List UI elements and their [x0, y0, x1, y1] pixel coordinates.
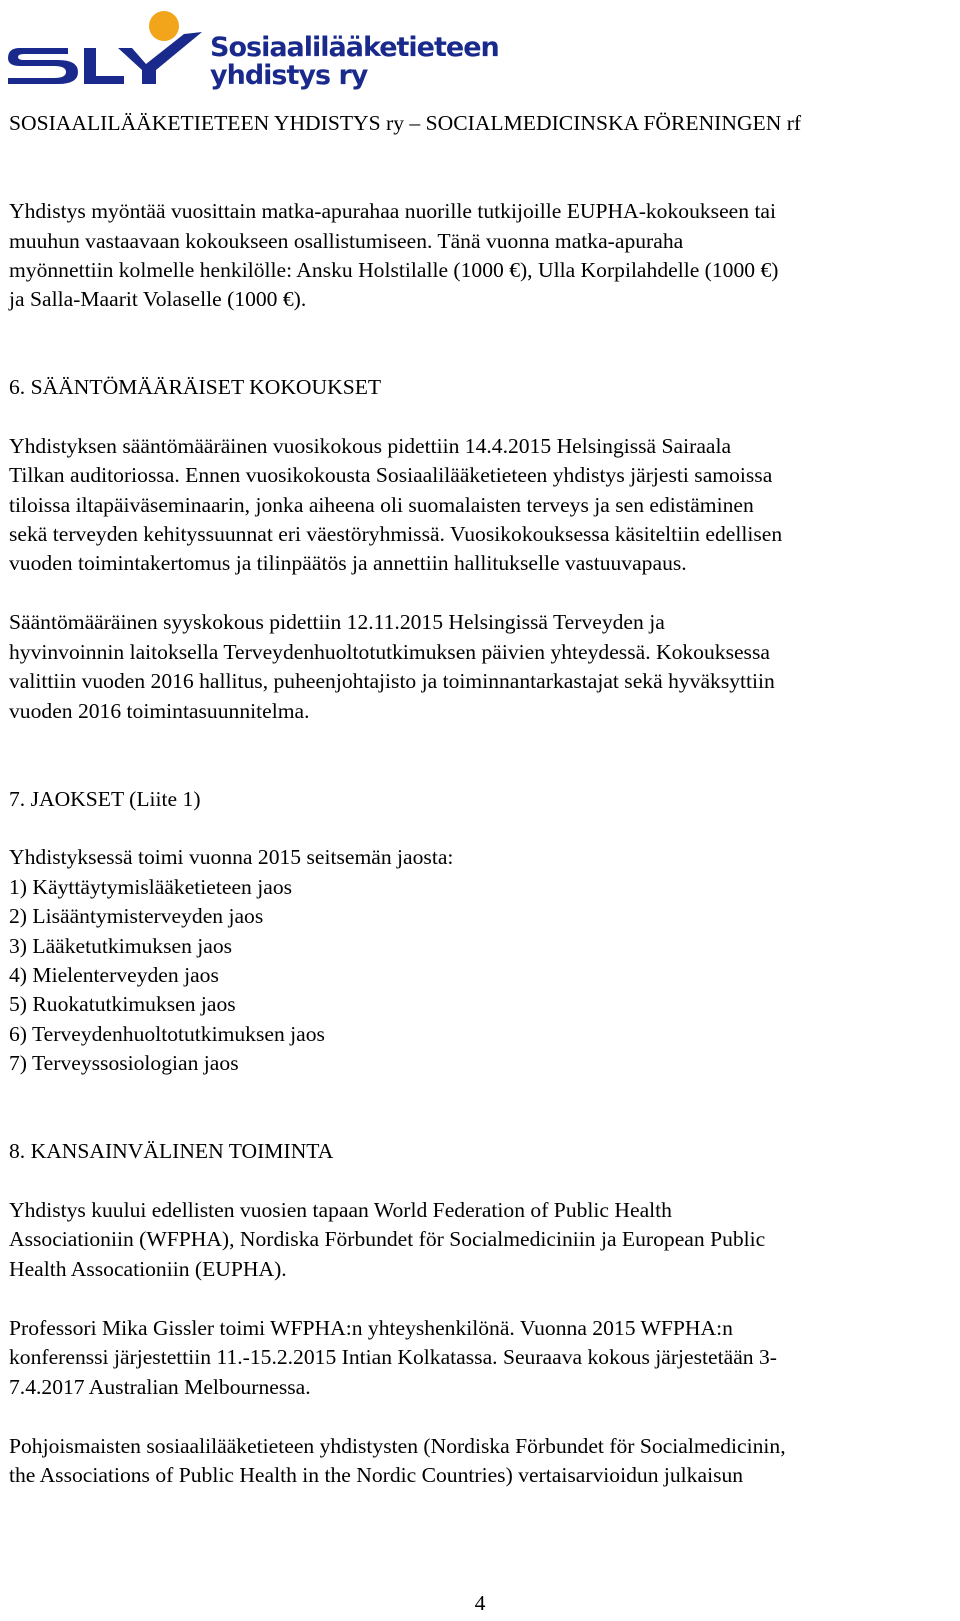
section-8-para2-line: 7.4.2017 Australian Melbournessa. — [9, 1375, 311, 1399]
section-7-intro: Yhdistyksessä toimi vuonna 2015 seitsemän jaosta: — [9, 845, 454, 869]
section-6-para1-line: tiloissa iltapäiväseminaarin, jonka aiheena oli suomalaisten terveys ja sen edistäminen — [9, 493, 754, 517]
section-6-para2-line: hyvinvoinnin laitoksella Terveydenhuoltotutkimuksen päivien yhteydessä. Kokouksessa — [9, 640, 770, 664]
jaos-list-item: 5) Ruokatutkimuksen jaos — [9, 992, 236, 1016]
section-8-para1-line: Health Assocationiin (EUPHA). — [9, 1257, 287, 1281]
jaos-list-item: 3) Lääketutkimuksen jaos — [9, 934, 233, 958]
jaos-list-item: 2) Lisääntymisterveyden jaos — [9, 904, 264, 928]
section-6-para2-line: valittiin vuoden 2016 hallitus, puheenjohtajisto ja toiminnantarkastajat sekä hyväksyttiin — [9, 669, 775, 693]
intro-line: ja Salla-Maarit Volaselle (1000 €). — [9, 287, 307, 311]
intro-line: muuhun vastaavaan kokoukseen osallistumiseen. Tänä vuonna matka-apuraha — [9, 229, 684, 253]
section-7-heading: 7. JAOKSET (Liite 1) — [9, 787, 201, 811]
section-6-para1-line: vuoden toimintakertomus ja tilinpäätös ja annettiin hallitukselle vastuuvapaus. — [9, 551, 687, 575]
section-8-para2-line: konferenssi järjestettiin 11.-15.2.2015 Intian Kolkatassa. Seuraava kokous järjestetään 3- — [9, 1345, 777, 1369]
section-6-para1-line: Tilkan auditoriossa. Ennen vuosikokousta Sosiaalilääketieteen yhdistys järjesti samoissa — [9, 463, 773, 487]
logo-l-icon — [84, 48, 124, 84]
section-6-para1-line: sekä terveyden kehityssuunnat eri väestöryhmissä. Vuosikokouksessa käsiteltiin edellisen — [9, 522, 783, 546]
logo-sun-icon — [149, 11, 179, 41]
logo-text-line2: yhdistys ry — [210, 60, 368, 91]
section-6-para2-line: vuoden 2016 toimintasuunnitelma. — [9, 699, 310, 723]
section-8-para3-line: Pohjoismaisten sosiaalilääketieteen yhdistysten (Nordiska Förbundet för Socialmedicinin, — [9, 1434, 786, 1458]
intro-line: Yhdistys myöntää vuosittain matka-apurahaa nuorille tutkijoille EUPHA-kokoukseen tai — [9, 199, 777, 223]
section-8-heading: 8. KANSAINVÄLINEN TOIMINTA — [9, 1139, 334, 1163]
jaos-list-item: 7) Terveyssosiologian jaos — [9, 1051, 239, 1075]
document-header: SOSIAALILÄÄKETIETEEN YHDISTYS ry – SOCIALMEDICINSKA FÖRENINGEN rf — [9, 111, 802, 135]
jaos-list-item: 1) Käyttäytymislääketieteen jaos — [9, 875, 293, 899]
jaos-list-item: 4) Mielenterveyden jaos — [9, 963, 219, 987]
section-6-para1-line: Yhdistyksen sääntömääräinen vuosikokous pidettiin 14.4.2015 Helsingissä Sairaala — [9, 434, 732, 458]
association-logo — [6, 4, 499, 91]
section-8-para2-line: Professori Mika Gissler toimi WFPHA:n yhteyshenkilönä. Vuonna 2015 WFPHA:n — [9, 1316, 733, 1340]
section-6-para2-line: Sääntömääräinen syyskokous pidettiin 12.11.2015 Helsingissä Terveyden ja — [9, 610, 665, 634]
intro-line: myönnettiin kolmelle henkilölle: Ansku Holstilalle (1000 €), Ulla Korpilahdelle (1000 €) — [9, 258, 779, 282]
sly-logo-mark-icon — [6, 4, 206, 88]
logo-text-line1: Sosiaalilääketieteen — [210, 32, 499, 63]
logo-s-icon — [8, 48, 78, 84]
section-8-para3-line: the Associations of Public Health in the Nordic Countries) vertaisarvioidun julkaisun — [9, 1463, 744, 1487]
page-number: 4 — [474, 1591, 486, 1615]
section-8-para1-line: Yhdistys kuului edellisten vuosien tapaan World Federation of Public Health — [9, 1198, 672, 1222]
jaos-list-item: 6) Terveydenhuoltotutkimuksen jaos — [9, 1022, 325, 1046]
section-8-para1-line: Associationiin (WFPHA), Nordiska Förbundet för Socialmediciniin ja European Public — [9, 1227, 766, 1251]
section-6-heading: 6. SÄÄNTÖMÄÄRÄISET KOKOUKSET — [9, 375, 382, 399]
